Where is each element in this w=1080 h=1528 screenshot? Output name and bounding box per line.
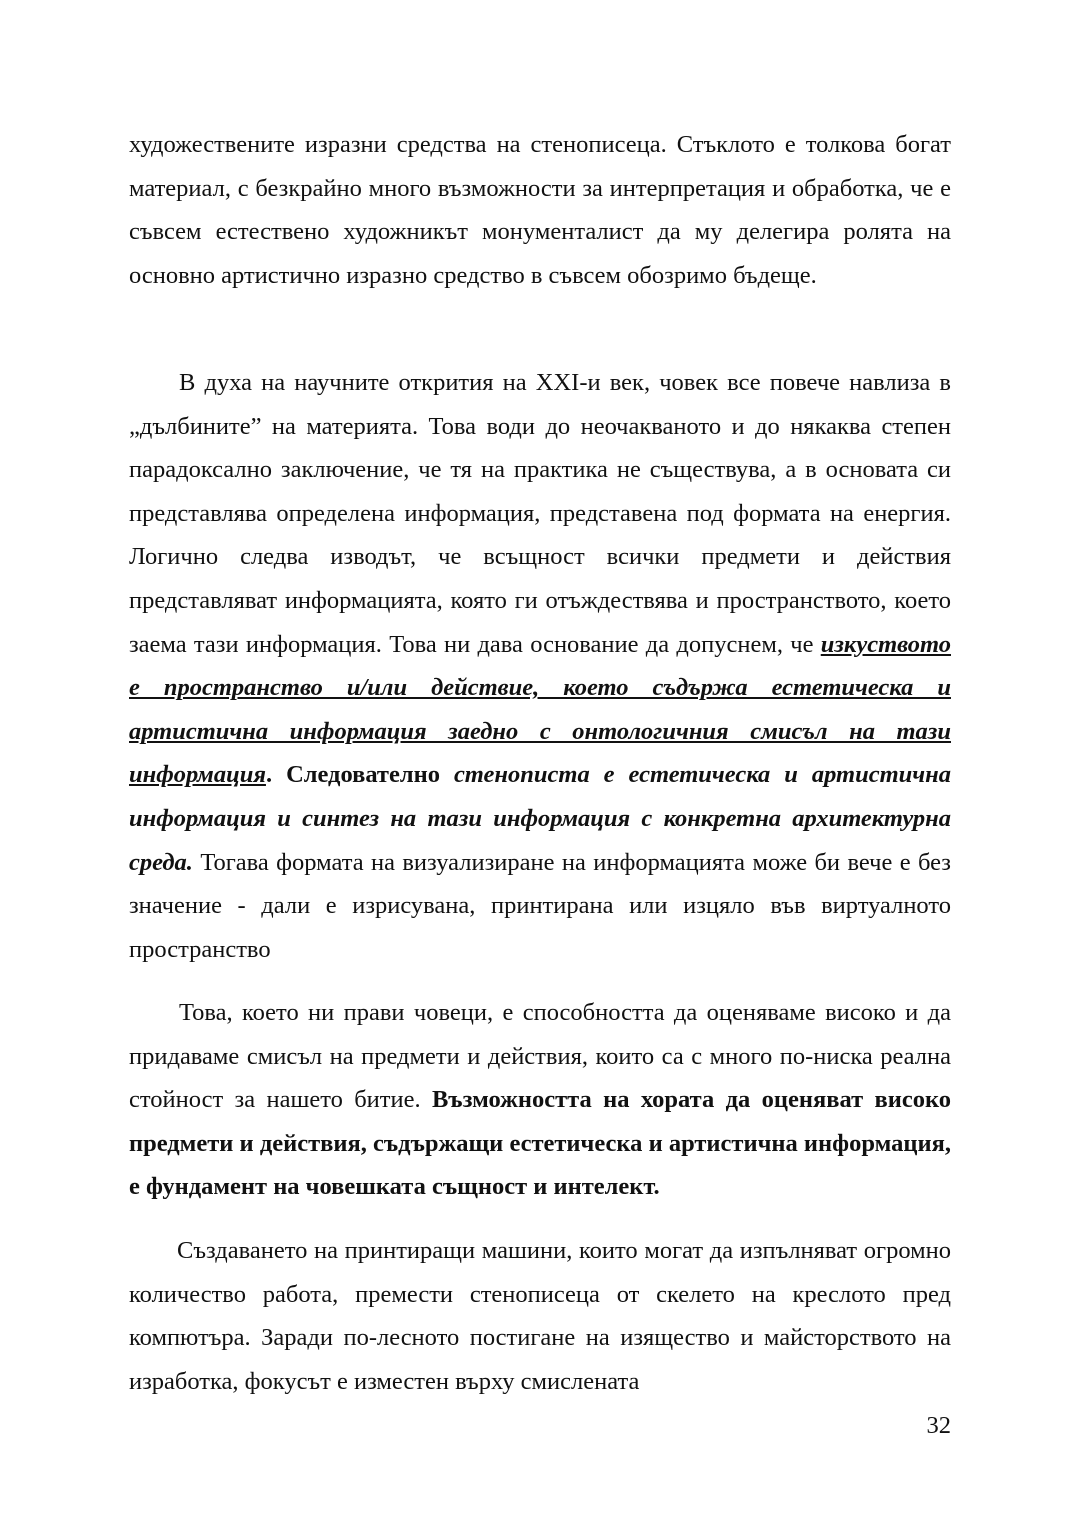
- paragraph-4: [129, 1229, 951, 1403]
- paragraph-4-text: Създаването на принтиращи машини, които могат да изпълняват огромно количество работа, премести стенописеца от скелето на креслото пред компютъра. Заради по-лесното постигане на изящество и майсторството на изработка, фокусът е изместен върху смислената: [129, 1237, 951, 1395]
- paragraph-2-intro: В духа на научните открития на XXI-и век, човек все повече навлиза в „дълбините” на материята. Това води до неочакваното и до някаква степен парадоксално заключение, че тя на практика не съществува, а в основата си представлява определена информация, представена под формата на енергия. Логично следва изводът, че всъщност всички предмети и действия представляват информацията, която ги отъждествява и пространството, което заема тази информация. Това ни дава основание да допуснем, че: [129, 369, 951, 658]
- paragraph-2-outro: Тогава формата на визуализиране на информацията може би вече е без значение - дали е изрисувана, принтирана или изцяло във виртуалното пространство: [129, 848, 951, 963]
- page-number: 32: [926, 1412, 951, 1439]
- paragraph-3-bold: Възможността на хората да оценяват високо предмети и действия, съдържащи естетическа и артистична информация, е фундамент на човешката същност и интелект.: [129, 1086, 951, 1201]
- paragraph-2-thesis: стенописта е естетическа и артистична информация и синтез на тази информация с конкретна архитектурна среда.: [129, 761, 951, 876]
- paragraph-2-bold-lead: Следователно: [286, 761, 454, 789]
- paragraph-2-definition: изкуството е пространство и/или действие, което съдържа естетическа и артистична информация заедно с онтологичния смисъл на тази информация: [129, 630, 951, 789]
- paragraph-2: [129, 361, 951, 971]
- paragraph-3: [129, 991, 951, 1209]
- paragraph-2-period: .: [265, 761, 287, 789]
- paragraph-3-intro: Това, което ни прави човеци, е способността да оценяваме високо и да придаваме смисъл на предмети и действия, които са с много по-ниска реална стойност за нашето битие.: [129, 999, 951, 1114]
- paragraph-1: [129, 123, 951, 297]
- paragraph-1-text: художествените изразни средства на стенописеца. Стъклото е толкова богат материал, с безкрайно много възможности за интерпретация и обработка, че е съвсем естествено художникът монументалист да му делегира ролята на основно артистично изразно средство в съвсем обозримо бъдеще.: [129, 131, 951, 289]
